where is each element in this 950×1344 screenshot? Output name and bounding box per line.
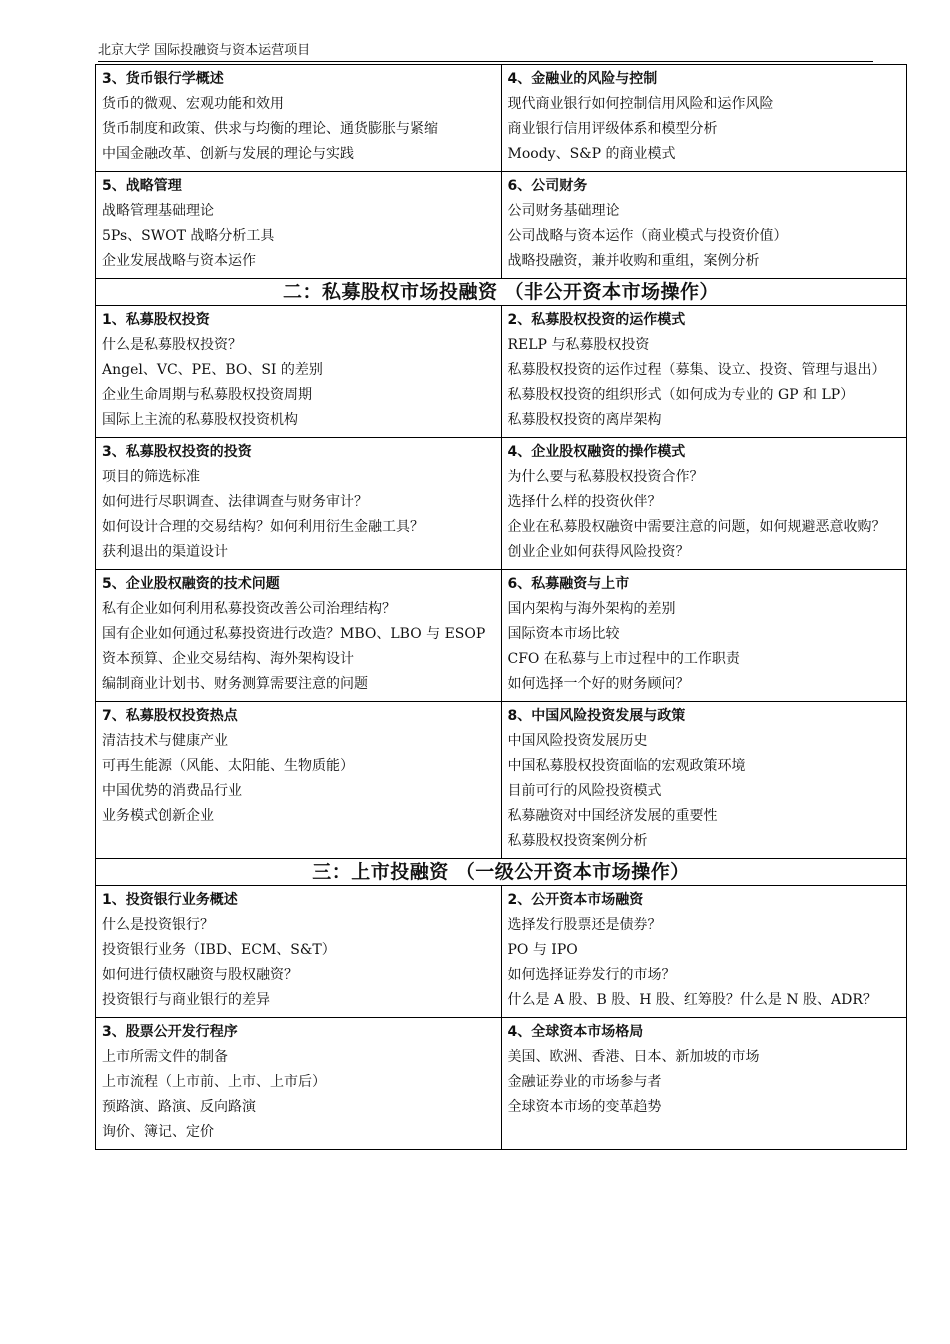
topic-item: 资本预算、企业交易结构、海外架构设计 bbox=[102, 651, 354, 667]
topic-item: 中国金融改革、创新与发展的理论与实践 bbox=[102, 146, 354, 162]
topic-item: 企业在私募股权融资中需要注意的问题，如何规避恶意收购？ bbox=[507, 519, 886, 535]
course-cell bbox=[501, 438, 907, 570]
topic-item: 现代商业银行如何控制信用风险和运作风险 bbox=[507, 96, 774, 112]
course-title: 2、公开资本市场融资 bbox=[507, 892, 644, 908]
topic-item: 货币的微观、宏观功能和效用 bbox=[102, 96, 284, 112]
course-cell bbox=[501, 1018, 907, 1150]
topic-item: 私募股权投资的离岸架构 bbox=[507, 412, 662, 428]
topic-item: Moody、S&P 的商业模式 bbox=[507, 146, 676, 162]
course-title: 8、中国风险投资发展与政策 bbox=[507, 708, 686, 724]
page-header: 北京大学 国际投融资与资本运营项目 bbox=[98, 42, 873, 62]
section-title: 二：私募股权市场投融资 （非公开资本市场操作） bbox=[96, 279, 907, 306]
course-title: 5、战略管理 bbox=[102, 178, 182, 194]
topic-item: 战略投融资，兼并收购和重组，案例分析 bbox=[507, 253, 760, 269]
topic-item: 获利退出的渠道设计 bbox=[102, 544, 228, 560]
topic-item: 企业生命周期与私募股权投资周期 bbox=[102, 387, 312, 403]
topic-item: 什么是私募股权投资？ bbox=[102, 337, 242, 353]
course-cell bbox=[96, 886, 502, 1018]
topic-item: 中国优势的消费品行业 bbox=[102, 783, 242, 799]
topic-item: 为什么要与私募股权投资合作？ bbox=[507, 469, 704, 485]
topic-item: 什么是投资银行？ bbox=[102, 917, 214, 933]
topic-item: 如何选择证券发行的市场？ bbox=[507, 967, 676, 983]
course-cell bbox=[501, 65, 907, 172]
topic-item: 选择什么样的投资伙伴？ bbox=[507, 494, 662, 510]
course-cell bbox=[501, 172, 907, 279]
topic-item: 5Ps、SWOT 战略分析工具 bbox=[102, 228, 275, 244]
topic-item: 国际资本市场比较 bbox=[507, 626, 620, 642]
topic-item: 国际上主流的私募股权投资机构 bbox=[102, 412, 298, 428]
course-title: 7、私募股权投资热点 bbox=[102, 708, 238, 724]
table-row bbox=[96, 438, 907, 570]
topic-item: 选择发行股票还是债券？ bbox=[507, 917, 662, 933]
topic-item: 中国风险投资发展历史 bbox=[507, 733, 648, 749]
topic-item: 商业银行信用评级体系和模型分析 bbox=[507, 121, 718, 137]
course-title: 3、私募股权投资的投资 bbox=[102, 444, 252, 460]
topic-item: 创业企业如何获得风险投资？ bbox=[507, 544, 690, 560]
topic-item: 上市所需文件的制备 bbox=[102, 1049, 228, 1065]
course-title: 4、全球资本市场格局 bbox=[507, 1024, 644, 1040]
course-title: 4、金融业的风险与控制 bbox=[507, 71, 658, 87]
course-cell bbox=[501, 570, 907, 702]
course-cell bbox=[501, 886, 907, 1018]
table-row bbox=[96, 886, 907, 1018]
table-row bbox=[96, 172, 907, 279]
topic-item: 公司战略与资本运作（商业模式与投资价值） bbox=[507, 228, 788, 244]
topic-item: 编制商业计划书、财务测算需要注意的问题 bbox=[102, 676, 368, 692]
course-title: 6、公司财务 bbox=[507, 178, 588, 194]
course-title: 6、私募融资与上市 bbox=[507, 576, 630, 592]
course-cell bbox=[501, 306, 907, 438]
course-cell bbox=[96, 65, 502, 172]
course-cell bbox=[96, 306, 502, 438]
topic-item: 投资银行业务（IBD、ECM、S&T） bbox=[102, 942, 336, 958]
topic-item: 如何设计合理的交易结构？如何利用衍生金融工具？ bbox=[102, 519, 424, 535]
course-title: 2、私募股权投资的运作模式 bbox=[507, 312, 686, 328]
topic-item: 询价、簿记、定价 bbox=[102, 1124, 214, 1140]
topic-item: 目前可行的风险投资模式 bbox=[507, 783, 662, 799]
course-cell bbox=[96, 438, 502, 570]
topic-item: 企业发展战略与资本运作 bbox=[102, 253, 256, 269]
curriculum-table-body bbox=[96, 65, 907, 1150]
course-cell bbox=[96, 1018, 502, 1150]
topic-item: 国内架构与海外架构的差别 bbox=[507, 601, 676, 617]
topic-item: 什么是 A 股、B 股、H 股、红筹股？什么是 N 股、ADR？ bbox=[507, 992, 877, 1008]
topic-item: 全球资本市场的变革趋势 bbox=[507, 1099, 662, 1115]
course-cell bbox=[96, 702, 502, 859]
topic-item: CFO 在私募与上市过程中的工作职责 bbox=[507, 651, 740, 667]
topic-item: 私募融资对中国经济发展的重要性 bbox=[507, 808, 718, 824]
topic-item: 业务模式创新企业 bbox=[102, 808, 214, 824]
curriculum-table bbox=[95, 64, 907, 1150]
table-row bbox=[96, 570, 907, 702]
table-row bbox=[96, 702, 907, 859]
course-title: 1、投资银行业务概述 bbox=[102, 892, 238, 908]
course-cell bbox=[96, 570, 502, 702]
topic-item: 货币制度和政策、供求与均衡的理论、通货膨胀与紧缩 bbox=[102, 121, 438, 137]
topic-item: 国有企业如何通过私募投资进行改造？MBO、LBO 与 ESOP bbox=[102, 626, 486, 642]
topic-item: Angel、VC、PE、BO、SI 的差别 bbox=[102, 362, 323, 378]
course-title: 3、股票公开发行程序 bbox=[102, 1024, 238, 1040]
course-cell bbox=[96, 172, 502, 279]
table-row bbox=[96, 1018, 907, 1150]
topic-item: 金融证券业的市场参与者 bbox=[507, 1074, 662, 1090]
topic-item: 如何进行债权融资与股权融资？ bbox=[102, 967, 298, 983]
topic-item: RELP 与私募股权投资 bbox=[507, 337, 650, 353]
table-row bbox=[96, 65, 907, 172]
section-header-row bbox=[96, 279, 907, 306]
topic-item: 公司财务基础理论 bbox=[507, 203, 620, 219]
course-cell bbox=[501, 702, 907, 859]
topic-item: 上市流程（上市前、上市、上市后） bbox=[102, 1074, 326, 1090]
topic-item: 项目的筛选标准 bbox=[102, 469, 200, 485]
topic-item: 私有企业如何利用私募投资改善公司治理结构？ bbox=[102, 601, 396, 617]
topic-item: 如何进行尽职调查、法律调查与财务审计？ bbox=[102, 494, 368, 510]
topic-item: 私募股权投资的运作过程（募集、设立、投资、管理与退出） bbox=[507, 362, 886, 378]
section-title: 三：上市投融资 （一级公开资本市场操作） bbox=[96, 859, 907, 886]
topic-item: 私募股权投资案例分析 bbox=[507, 833, 648, 849]
topic-item: 战略管理基础理论 bbox=[102, 203, 214, 219]
section-header-row bbox=[96, 859, 907, 886]
topic-item: 私募股权投资的组织形式（如何成为专业的 GP 和 LP） bbox=[507, 387, 855, 403]
topic-item: 可再生能源（风能、太阳能、生物质能） bbox=[102, 758, 354, 774]
topic-item: 美国、欧洲、香港、日本、新加坡的市场 bbox=[507, 1049, 760, 1065]
course-title: 1、私募股权投资 bbox=[102, 312, 210, 328]
topic-item: 投资银行与商业银行的差异 bbox=[102, 992, 270, 1008]
table-row bbox=[96, 306, 907, 438]
topic-item: 中国私募股权投资面临的宏观政策环境 bbox=[507, 758, 746, 774]
course-title: 4、企业股权融资的操作模式 bbox=[507, 444, 686, 460]
course-title: 3、货币银行学概述 bbox=[102, 71, 224, 87]
topic-item: 清洁技术与健康产业 bbox=[102, 733, 228, 749]
topic-item: PO 与 IPO bbox=[507, 942, 578, 958]
course-title: 5、企业股权融资的技术问题 bbox=[102, 576, 280, 592]
topic-item: 如何选择一个好的财务顾问？ bbox=[507, 676, 690, 692]
topic-item: 预路演、路演、反向路演 bbox=[102, 1099, 256, 1115]
